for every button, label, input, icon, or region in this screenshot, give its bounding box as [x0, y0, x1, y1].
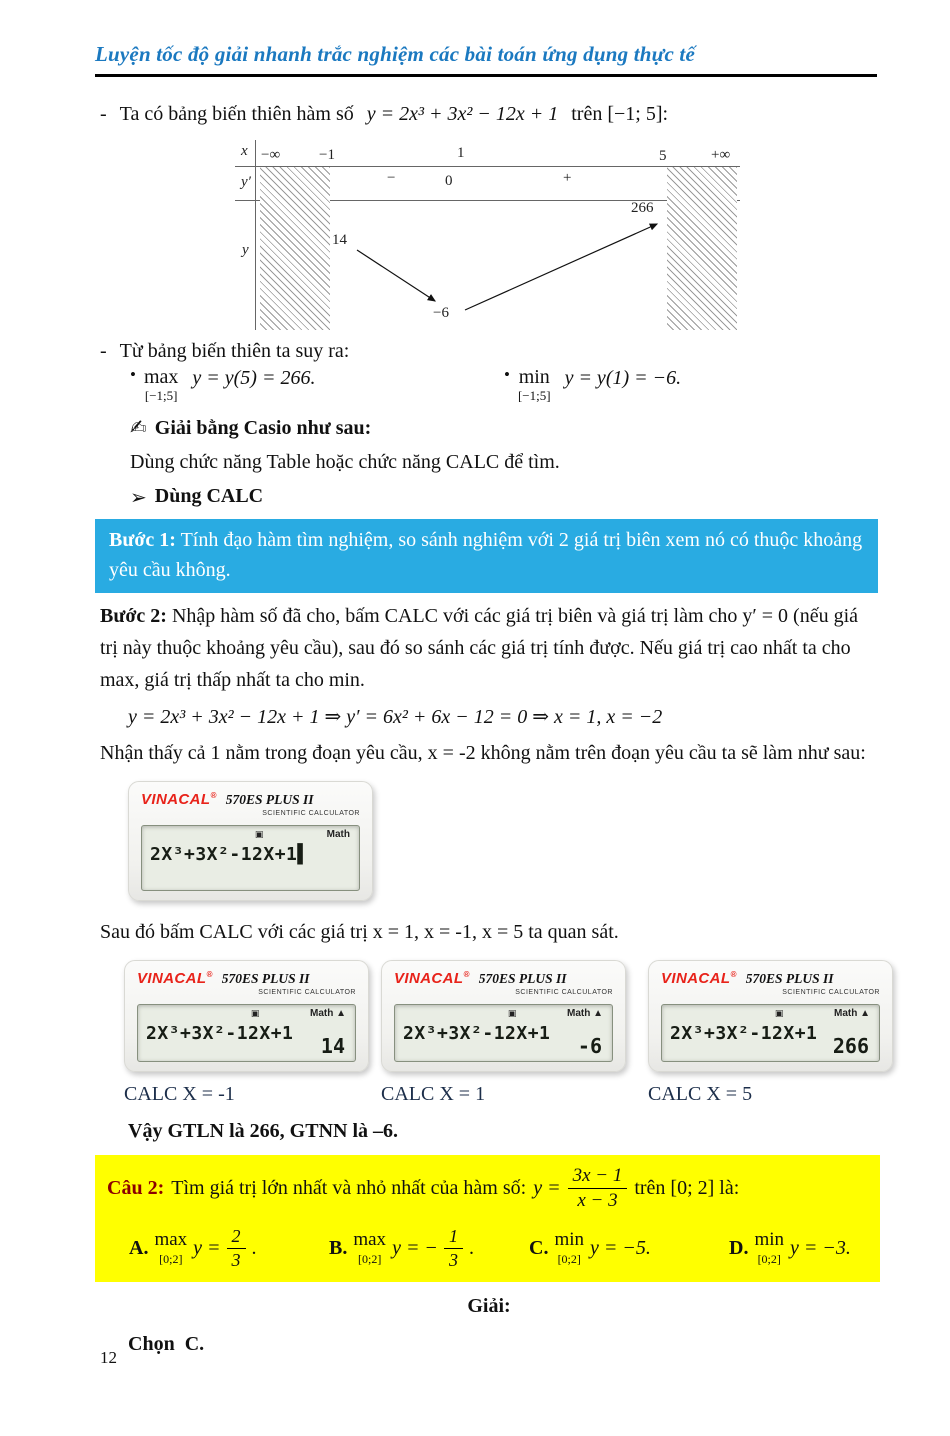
arrowhead-icon: ➢: [130, 486, 147, 509]
step1-label: Bước 1:: [109, 528, 176, 551]
matrix-indicator-icon: ▣: [250, 1008, 260, 1019]
solution-heading: Giải:: [467, 1295, 511, 1318]
max-operator: max [0;2]: [154, 1229, 188, 1267]
deduce-text: Từ bảng biến thiên ta suy ra:: [119, 340, 350, 362]
conclusion-text: Vậy GTLN là 266, GTNN là –6.: [128, 1120, 399, 1143]
row-label-x: x: [241, 143, 248, 159]
question-fraction: $\frac{3x - 1}{x - 3}$: [568, 1165, 628, 1212]
calculator-results-row: [124, 960, 878, 1106]
calculator-brand-row: [137, 970, 356, 987]
x-minus-one: −1: [319, 147, 335, 163]
x-neg-infinity: −∞: [261, 147, 281, 163]
calculator-input-screenshot: [128, 781, 373, 901]
casio-instruction: Dùng chức năng Table hoặc chức năng CALC để tìm.: [130, 451, 560, 473]
variation-table: [235, 140, 740, 330]
calc-caption: CALC X = -1: [124, 1083, 235, 1106]
calc-result-column: [124, 960, 369, 1106]
calc-subheading: ➢ Dùng CALC: [130, 484, 264, 509]
x-five: 5: [659, 148, 667, 164]
math-mode-indicator: Math ▲: [833, 1008, 870, 1020]
calculator-subtitle: SCIENTIFIC CALCULATOR: [515, 989, 613, 997]
value-266: 266: [631, 200, 654, 216]
vinacal-logo: VINACAL®: [394, 970, 470, 988]
step2-label: Bước 2:: [100, 604, 167, 627]
step2-paragraph: [100, 600, 878, 696]
casio-heading: ✍ Giải bằng Casio như sau:: [130, 417, 372, 439]
derivative-formula: y = 2x³ + 3x² − 12x + 1 ⇒ y′ = 6x² + 6x − 12 = 0 ⇒ x = 1, x = −2: [128, 705, 663, 728]
math-mode-indicator: Math ▲: [309, 1008, 346, 1020]
calc-caption: CALC X = 1: [381, 1083, 486, 1106]
option-fraction: $\frac{2}{3}$: [227, 1226, 246, 1270]
writing-hand-icon: ✍: [130, 417, 147, 439]
sign-zero: 0: [445, 173, 453, 189]
option-a: A. max [0;2] y = $\frac{2}{3}$ .: [129, 1225, 257, 1270]
calculator-brand-row: [661, 970, 880, 987]
question-suffix: trên [0; 2] là:: [634, 1177, 740, 1200]
dash-bullet: -: [100, 340, 107, 362]
dash-bullet: -: [100, 103, 107, 125]
calculator-brand-row: [141, 791, 360, 808]
step2-text: Nhập hàm số đã cho, bấm CALC với các giá trị biên và giá trị làm cho y′ = 0 (nếu giá trị này thuộc khoảng yêu cầu), sau đó so sánh các giá trị tính được. Nếu giá trị cao nhất ta cho max, giá trị thấp nhất ta cho min.: [100, 604, 858, 691]
function-formula: y = 2x³ + 3x² − 12x + 1: [366, 103, 559, 125]
vinacal-logo: VINACAL®: [661, 970, 737, 988]
min-operator: min [0;2]: [754, 1229, 785, 1267]
bullet-icon: •: [130, 365, 136, 384]
question-text: Tìm giá trị lớn nhất và nhỏ nhất của hàm số:: [171, 1177, 527, 1200]
page-number: 12: [100, 1348, 117, 1367]
calc-result-column: [381, 960, 626, 1106]
max-operator: max [−1;5]: [143, 366, 179, 403]
matrix-indicator-icon: ▣: [254, 828, 264, 839]
lcd-result: 14: [320, 1034, 345, 1059]
matrix-indicator-icon: ▣: [507, 1008, 517, 1019]
step1-text: Tính đạo hàm tìm nghiệm, so sánh nghiệm với 2 giá trị biên xem nó có thuộc khoảng yêu cầu không.: [109, 528, 863, 581]
calculator-model: 570ES PLUS II: [745, 971, 834, 987]
deduce-bullets: [130, 367, 878, 403]
bullet-icon: •: [504, 365, 510, 384]
max-bullet: [130, 367, 504, 403]
lcd-result: 266: [832, 1034, 869, 1059]
lcd-screen: [137, 1004, 356, 1062]
lcd-screen: [394, 1004, 613, 1062]
question-statement: [107, 1165, 868, 1212]
lcd-expression: 2X³+3X²-12X+1: [146, 1023, 294, 1045]
x-pos-infinity: +∞: [711, 147, 731, 163]
lcd-expression: 2X³+3X²-12X+1: [670, 1023, 818, 1045]
calculator-subtitle: SCIENTIFIC CALCULATOR: [782, 989, 880, 997]
arrow-decreasing: [357, 250, 435, 301]
page-title: Luyện tốc độ giải nhanh trắc nghiệm các bài toán ứng dụng thực tế: [95, 42, 695, 66]
trend-arrows: [235, 140, 740, 330]
calculator-subtitle: SCIENTIFIC CALCULATOR: [258, 989, 356, 997]
answer-options-row: [107, 1226, 868, 1270]
question-label: Câu 2:: [107, 1177, 165, 1200]
option-fraction: $\frac{1}{3}$: [444, 1226, 463, 1270]
min-operator: min [−1;5]: [517, 366, 551, 403]
lcd-screen: [141, 825, 360, 891]
deduce-line: [100, 340, 878, 363]
lcd-expression: 2X³+3X²-12X+1▌: [150, 843, 309, 865]
value-minus-6: −6: [433, 305, 449, 321]
note-paragraph: Nhận thấy cả 1 nằm trong đoạn yêu cầu, x = -2 không nằm trên đoạn yêu cầu ta sẽ làm như sau:: [100, 741, 866, 764]
step1-highlight: [95, 519, 878, 593]
calculator-model: 570ES PLUS II: [221, 971, 310, 987]
calculator-screenshot-x-1: [381, 960, 626, 1072]
page-header: [95, 42, 877, 77]
calc-caption: CALC X = 5: [648, 1083, 753, 1106]
x-one: 1: [457, 145, 465, 161]
sign-plus: +: [563, 170, 572, 186]
lcd-screen: [661, 1004, 880, 1062]
lcd-result: -6: [577, 1034, 602, 1059]
math-mode-indicator: Math: [326, 828, 350, 840]
intro-text: Ta có bảng biến thiên hàm số: [119, 103, 354, 125]
calculator-model: 570ES PLUS II: [478, 971, 567, 987]
calc-result-column: [648, 960, 893, 1106]
option-d: D. min [0;2] y = −3.: [729, 1229, 851, 1267]
intro-suffix: trên [−1; 5]:: [571, 103, 669, 125]
max-operator: max [0;2]: [353, 1229, 387, 1267]
value-14: 14: [332, 232, 347, 248]
chosen-answer: Chọn C.: [128, 1333, 205, 1356]
calculator-screenshot-x-5: [648, 960, 893, 1072]
calculator-screenshot-x-minus-1: [124, 960, 369, 1072]
min-operator: min [0;2]: [554, 1229, 585, 1267]
min-bullet: [504, 367, 878, 403]
option-b: B. max [0;2] y = − $\frac{1}{3}$ .: [329, 1225, 474, 1270]
calculator-brand-row: [394, 970, 613, 987]
option-c: C. min [0;2] y = −5.: [529, 1229, 651, 1267]
eq-pre: y =: [533, 1177, 561, 1200]
min-equation: y = y(1) = −6.: [564, 367, 682, 389]
calculator-model: 570ES PLUS II: [225, 791, 314, 807]
question-2-block: [95, 1155, 880, 1282]
intro-line: [100, 103, 878, 126]
math-mode-indicator: Math ▲: [566, 1008, 603, 1020]
matrix-indicator-icon: ▣: [774, 1008, 784, 1019]
calculator-subtitle: SCIENTIFIC CALCULATOR: [262, 809, 360, 817]
lcd-expression: 2X³+3X²-12X+1: [403, 1023, 551, 1045]
arrow-increasing: [465, 224, 657, 310]
row-label-y-prime: y′: [241, 174, 251, 190]
vinacal-logo: VINACAL®: [141, 790, 217, 808]
calc-values-instruction: Sau đó bấm CALC với các giá trị x = 1, x = -1, x = 5 ta quan sát.: [100, 920, 619, 943]
max-equation: y = y(5) = 266.: [192, 367, 316, 389]
sign-minus: −: [387, 170, 396, 186]
row-label-y: y: [242, 242, 249, 258]
vinacal-logo: VINACAL®: [137, 970, 213, 988]
